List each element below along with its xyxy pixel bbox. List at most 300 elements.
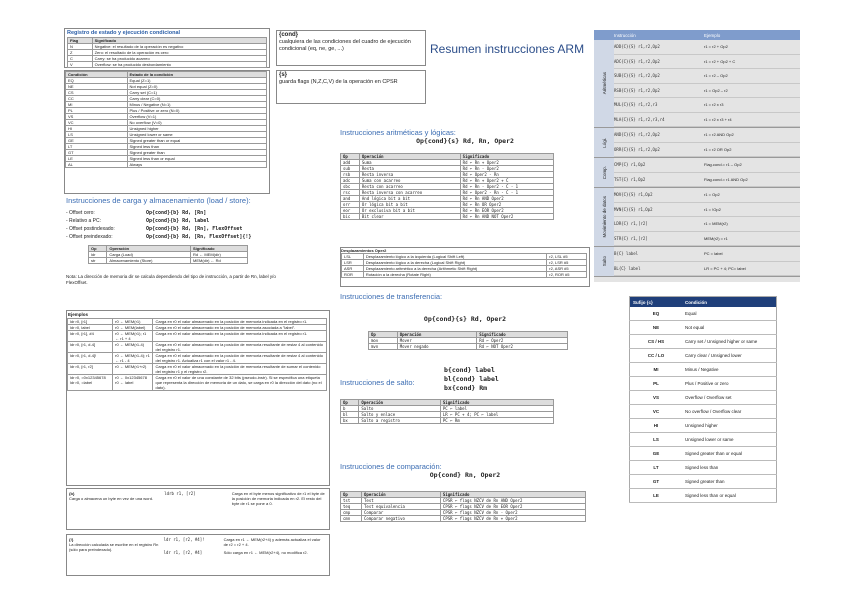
cond-cell: CC — [66, 96, 128, 102]
status-register-box — [64, 28, 270, 68]
cond-cell: HI — [66, 126, 128, 132]
compare-title: Instrucciones de comparación: — [340, 462, 442, 471]
jump-header-2: Significado — [440, 400, 553, 406]
arith-cell: adc — [341, 178, 360, 184]
suffix-row — [630, 349, 777, 363]
instr-group-label-cell — [594, 188, 614, 246]
jump-header-0: Op — [341, 400, 359, 406]
compare-cell: CPSR ← flags NZCV de Rn AND Oper2 — [440, 498, 585, 504]
byte-suffix-code: ldrb r1, [r2] — [164, 491, 196, 496]
cond-cell: No overflow (V=0) — [127, 120, 267, 126]
writeback-suffix-text: La dirección calculada se escribe en el registro Rn (sólo para preindexado). — [69, 542, 159, 552]
arith-cell: add — [341, 160, 360, 166]
addressing-mode-row — [66, 217, 276, 225]
examples-box — [66, 310, 330, 486]
compare-cell: Comparar negativo — [362, 516, 441, 522]
instr-example: PC = label — [704, 251, 723, 257]
oper2-box — [340, 247, 590, 287]
examples-title: Ejemplos — [68, 312, 89, 317]
ls-cell: Almacenamiento (Store) — [107, 258, 191, 264]
cond-box-text: cualquiera de las condiciones del cuadro de ejecución condicional (eq, ne, ge, ...) — [279, 39, 411, 52]
cond-cell: EQ — [66, 78, 128, 84]
compare-cell: Test equivalencia — [362, 504, 441, 510]
arith-title: Instrucciones aritméticas y lógicas: — [340, 128, 456, 137]
arith-cell: And lógica bit a bit — [359, 196, 460, 202]
arith-cell: Bit clear — [359, 214, 460, 220]
instr-syntax: STR{C} r1,[r2] — [614, 235, 648, 241]
suffix-meaning: Minus / Negative — [682, 363, 777, 377]
arith-cell: Rd ← Rn - Oper2 — [460, 166, 553, 172]
compare-cell: CPSR ← flags NZCV de Rn EOR Oper2 — [440, 504, 585, 510]
cond-cell: Signed less than — [127, 144, 267, 150]
transfer-header-2: Significado — [477, 332, 568, 338]
instr-row — [614, 158, 800, 173]
arith-cell: Rd ← Oper2 - Rn - C - 1 — [460, 190, 553, 196]
instr-row — [614, 203, 800, 218]
cond-header-1: Estado de la condición — [127, 72, 267, 78]
suffix-code: VS — [630, 391, 683, 405]
arith-header-2: Significado — [460, 154, 553, 160]
cond-cell: Overflow (V=1) — [127, 114, 267, 120]
cond-cell: LT — [66, 144, 128, 150]
example-cell: ldr r0, [r1, #-4] — [68, 342, 113, 353]
arith-cell: Rd ← Oper2 - Rn — [460, 172, 553, 178]
arith-cell: Suma — [359, 160, 460, 166]
compare-header-2: Significado — [440, 492, 585, 498]
suffix-row — [630, 419, 777, 433]
jump-cell: PC ← label — [440, 406, 553, 412]
load-store-section — [66, 196, 276, 286]
suffix-meaning: Unsigned higher — [682, 419, 777, 433]
instr-example: r1 = MEM(r2) — [704, 221, 728, 227]
instr-syntax: BL{C} label — [614, 265, 641, 271]
ls-header-0: Op — [89, 246, 107, 252]
instr-row — [614, 69, 800, 84]
example-cell: Carga en r0 el valor almacenado en la posición de memoria resultante de restar 4 al contenido del registro r1. — [153, 342, 327, 353]
instr-example: r1 = r2 AND Op2 — [704, 132, 734, 138]
jump-cell: LR ← PC + 4; PC ← label — [440, 412, 553, 418]
suffix-row — [630, 363, 777, 377]
instr-syntax: LDR{C} r1,[r2] — [614, 221, 648, 227]
condition-code-box — [64, 70, 270, 194]
arith-cell: Resta inversa — [359, 172, 460, 178]
jump-cell: PC ← Rm — [440, 418, 553, 424]
jump-syntax-line: bl{cond} label — [444, 375, 499, 383]
cond-cell: NE — [66, 84, 128, 90]
instr-syntax: MUL{C}{S} r1,r2,r3 — [614, 102, 658, 108]
transfer-section — [340, 292, 590, 350]
cond-cell: Signed less than or equal — [127, 156, 267, 162]
status-header-0: Flag — [68, 38, 93, 44]
ls-cell: ldr — [89, 252, 107, 258]
suffix-header-row — [630, 297, 777, 308]
oper2-cell: r2, ASR #5 — [547, 266, 587, 272]
example-row — [68, 364, 327, 375]
transfer-cell: mvn — [369, 344, 398, 350]
oper2-row — [342, 260, 587, 266]
cond-cell: LE — [66, 156, 128, 162]
instr-group-label-cell — [594, 128, 614, 157]
arith-cell: sbc — [341, 184, 360, 190]
instr-example: r1 = r2 – Op2 — [704, 73, 728, 79]
cond-cell: CS — [66, 90, 128, 96]
load-store-note: Nota: La dirección de memoria dir se calcula dependiendo del tipo de instrucción, a partir de Rn, label y/o FlexOffset. — [66, 274, 276, 285]
compare-cell: tst — [341, 498, 362, 504]
instr-example: Flag.cond.= r1 AND Op2 — [704, 176, 748, 182]
compare-header-1: Operación — [362, 492, 441, 498]
jump-row — [341, 418, 554, 424]
status-cell: Overflow: se ha producido desbordamiento — [92, 62, 266, 68]
ls-cell: Rd ← MEM(dir) — [191, 252, 248, 258]
transfer-cell: mov — [369, 338, 398, 344]
example-cell: ldr r0, [r1, r2] — [68, 364, 113, 375]
jump-syntax-line: bx{cond} Rm — [444, 384, 488, 392]
instr-example: r1 = r2 + Op2 + C — [704, 58, 736, 64]
addressing-mode-label: - Offset postindexado: — [66, 226, 115, 232]
jump-cell: b — [341, 406, 359, 412]
oper2-cell: Desplazamiento lógico a la derecha (Logical Shift Right) — [363, 260, 546, 266]
compare-cell: teq — [341, 504, 362, 510]
cond-cell: Minus / Negative (N=1) — [127, 102, 267, 108]
suffix-row — [630, 335, 777, 349]
arith-cell: Or exclusiva bit a bit — [359, 208, 460, 214]
instr-example: r1 = Op2 — [704, 192, 720, 198]
byte-suffix-text: Carga o almacena un byte en vez de una word. — [69, 496, 154, 501]
cond-cell: VC — [66, 120, 128, 126]
jump-syntax-line: b{cond} label — [444, 366, 495, 374]
instr-row — [614, 262, 800, 277]
ls-header-1: Operación — [107, 246, 191, 252]
suffix-code: PL — [630, 377, 683, 391]
jump-section — [340, 366, 590, 424]
suffix-code: VC — [630, 405, 683, 419]
instr-group-label: Salto — [601, 256, 607, 267]
instr-row — [614, 217, 800, 232]
compare-cell: Comparar — [362, 510, 441, 516]
example-row — [68, 353, 327, 364]
suffix-meaning: Unsigned lower or same — [682, 433, 777, 447]
instr-example: r1 = r2 OR Op2 — [704, 146, 732, 152]
status-row — [68, 62, 267, 68]
instr-syntax: CMP{C} r1,Op2 — [614, 162, 646, 168]
instr-row — [614, 128, 800, 143]
example-cell: Carga en r0 el valor almacenado en la posición de memoria indicada en el registro r1. — [153, 331, 327, 342]
suffix-row — [630, 447, 777, 461]
arith-cell: Resta inversa con acarreo — [359, 190, 460, 196]
oper2-cell: LSL — [342, 254, 364, 260]
writeback-desc-1: Carga en r1 ← MEM(r2+4) y además actualiza el valor de r2 = r2 + 4. — [223, 537, 321, 547]
instr-group — [594, 247, 800, 277]
status-cell: Carry: se ha producido acarreo — [92, 56, 266, 62]
suffix-header-1: Condición — [682, 297, 777, 308]
instr-group-label: Lógi. — [601, 137, 607, 148]
oper2-cell: ROR — [342, 272, 364, 278]
jump-table — [340, 399, 554, 424]
instr-example: LR = PC + 4; PC= label — [704, 265, 746, 271]
cond-cell: MI — [66, 102, 128, 108]
example-cell: Carga en r0 el valor de una constante de 32 bits (pseudo-instr). Si se especifica una etiqueta que representa la dirección de memoria de un dato, se carga en r0 la dirección del dato (no el dato). — [153, 375, 327, 391]
suffix-row — [630, 433, 777, 447]
arith-cell: eor — [341, 208, 360, 214]
arith-header-0: Op — [341, 154, 360, 160]
cond-cell: VS — [66, 114, 128, 120]
cond-cell: GT — [66, 150, 128, 156]
instr-syntax: MVN{C}{S} r1,Op2 — [614, 206, 653, 212]
example-cell: ldr r0, [r1, #-4]! — [68, 353, 113, 364]
oper2-cell: LSR — [342, 260, 364, 266]
cond-box-title: {cond} — [279, 32, 299, 38]
suffix-code: LS — [630, 433, 683, 447]
addressing-mode-label: - Offset cero: — [66, 210, 95, 216]
cond-cell: Unsigned higher — [127, 126, 267, 132]
load-store-table — [88, 245, 248, 264]
status-cell: Zero: el resultado de la operación es cero — [92, 50, 266, 56]
example-row — [68, 375, 327, 391]
oper2-cell: r2, LSR #5 — [547, 260, 587, 266]
writeback-code-2: ldr r1, [r2, #4] — [163, 550, 203, 555]
addressing-mode-row — [66, 209, 276, 217]
oper2-cell: Desplazamiento lógico a la izquierda (Logical Shift Left) — [363, 254, 546, 260]
jump-cell: bl — [341, 412, 359, 418]
instr-group-label-cell — [594, 247, 614, 276]
arith-cell: Rd ← Rn OR Oper2 — [460, 202, 553, 208]
oper2-row — [342, 272, 587, 278]
jump-header-1: Operación — [359, 400, 441, 406]
instr-group-label: Movimiento de datos — [601, 196, 607, 238]
s-box-text: guarda flags (N,Z,C,V) de la operación en CPSR — [279, 79, 398, 85]
suffix-code: LE — [630, 489, 683, 503]
byte-suffix-desc: Carga en el byte menos significativo de r1 el byte de la posición de memoria indicada en r2. El resto del byte de r1 se pone a 0. — [231, 491, 325, 506]
instr-syntax: ORR{C}{S} r1,r2,Op2 — [614, 146, 660, 152]
oper2-cell: Rotación a la derecha (Rotate Right) — [363, 272, 546, 278]
instr-syntax: AND{C}{S} r1,r2,Op2 — [614, 132, 660, 138]
arith-row — [341, 214, 554, 220]
cond-box — [276, 30, 426, 66]
suffix-row — [630, 489, 777, 503]
arith-cell: bic — [341, 214, 360, 220]
suffix-row — [630, 391, 777, 405]
suffix-code: MI — [630, 363, 683, 377]
arith-cell: Rd ← Rn + Oper2 — [460, 160, 553, 166]
addressing-mode-row — [66, 225, 276, 233]
instr-example: r1 = r2 + Op2 — [704, 44, 728, 50]
s-box-title: {s} — [279, 72, 288, 78]
example-cell: ldr r0, label — [68, 325, 113, 331]
byte-suffix-title: {b} — [69, 491, 75, 496]
instr-row — [614, 40, 800, 55]
transfer-cell: Mover negado — [397, 344, 477, 350]
example-row — [68, 331, 327, 342]
suffix-code: GE — [630, 447, 683, 461]
arith-cell: Or lógica bit a bit — [359, 202, 460, 208]
cond-cell: Not equal (Z=0) — [127, 84, 267, 90]
instr-header-instruction: Instrucción — [614, 32, 636, 38]
compare-header-0: Op — [341, 492, 362, 498]
suffix-meaning: Equal — [682, 307, 777, 321]
instr-group — [594, 128, 800, 158]
arith-cell: rsb — [341, 172, 360, 178]
instr-example: r1 = r2 x r3 — [704, 102, 724, 108]
instr-group — [594, 188, 800, 247]
example-cell: Carga en r0 el valor almacenado en la posición de memoria indicada en el registro r1. — [153, 319, 327, 325]
suffix-header-0: Sufijo {c} — [630, 297, 683, 308]
example-cell: r0 ← MEM(label) — [113, 325, 153, 331]
instr-group-rows — [614, 247, 800, 276]
oper2-cell: r2, ROR #5 — [547, 272, 587, 278]
cond-cell: PL — [66, 108, 128, 114]
cond-cell: Plus / Positive or zero (N=0) — [127, 108, 267, 114]
cond-row — [66, 162, 267, 168]
arith-cell: Resta con acarreo — [359, 184, 460, 190]
jump-syntax — [444, 366, 499, 393]
status-cell: V — [68, 62, 93, 68]
compare-cell: Test — [362, 498, 441, 504]
status-cell: C — [68, 56, 93, 62]
oper2-title: Desplazamientos Oper2 — [341, 248, 387, 253]
oper2-cell: r2, LSL #5 — [547, 254, 587, 260]
cond-cell: Always — [127, 162, 267, 168]
transfer-header-1: Operación — [397, 332, 477, 338]
status-cell: Z — [68, 50, 93, 56]
instr-row — [614, 247, 800, 262]
suffix-row — [630, 321, 777, 335]
arith-cell: Rd ← Rn AND NOT Oper2 — [460, 214, 553, 220]
arith-cell: orr — [341, 202, 360, 208]
suffix-table-box — [629, 296, 777, 503]
compare-row — [341, 516, 586, 522]
jump-cell: Salto — [359, 406, 441, 412]
suffix-meaning: Carry clear / Unsigned lower — [682, 349, 777, 363]
instr-example: Flag.cond.= r1 – Op2 — [704, 162, 742, 168]
arith-cell: Rd ← Rn EOR Oper2 — [460, 208, 553, 214]
cond-cell: Equal (Z=1) — [127, 78, 267, 84]
oper2-row — [342, 254, 587, 260]
suffix-row — [630, 377, 777, 391]
addressing-mode-label: - Relativo a PC: — [66, 218, 102, 224]
instr-syntax: B{C} label — [614, 251, 639, 257]
cond-cell: Signed greater than — [127, 150, 267, 156]
main-title: Resumen instrucciones ARM — [430, 42, 585, 56]
instr-group — [594, 40, 800, 128]
example-cell: r0 ← 0x12345678 r0 ← label — [113, 375, 153, 391]
oper2-cell: Desplazamiento aritmético a la derecha (Arithmetic Shift Right) — [363, 266, 546, 272]
instr-header-example: Ejemplo — [704, 32, 721, 38]
examples-table — [67, 318, 327, 391]
instr-group-label-cell — [594, 158, 614, 187]
example-cell: r0 ← MEM(r1-4); r1 ← r1 - 4 — [113, 353, 153, 364]
instr-row — [614, 113, 800, 128]
example-cell: ldr r0, [r1], #4 — [68, 331, 113, 342]
arith-header-1: Operación — [359, 154, 460, 160]
example-cell: r0 ← MEM(r1+r2) — [113, 364, 153, 375]
cond-cell: GE — [66, 138, 128, 144]
instr-row — [614, 173, 800, 188]
instr-group-rows — [614, 40, 800, 127]
transfer-title: Instrucciones de transferencia: — [340, 292, 443, 301]
suffix-meaning: Plus / Positive or zero — [682, 377, 777, 391]
instr-group-label: Comp. — [601, 165, 607, 180]
arith-cell: rsc — [341, 190, 360, 196]
status-flag-table — [67, 37, 267, 68]
compare-cell: cmp — [341, 510, 362, 516]
suffix-row — [630, 475, 777, 489]
status-header-1: Significado — [92, 38, 266, 44]
instr-group-rows — [614, 128, 800, 157]
suffix-row — [630, 307, 777, 321]
writeback-code-1: ldr r1, [r2, #4]! — [163, 537, 205, 542]
jump-cell: Salto y enlace — [359, 412, 441, 418]
suffix-code: CC / LO — [630, 349, 683, 363]
transfer-cell: Rd ← NOT Oper2 — [477, 344, 568, 350]
addressing-mode-label: - Offset preindexado: — [66, 234, 113, 240]
suffix-meaning: Signed less than or equal — [682, 489, 777, 503]
instruction-summary-header — [594, 30, 800, 40]
instr-row — [614, 232, 800, 247]
transfer-cell: Mover — [397, 338, 477, 344]
load-store-title: Instrucciones de carga y almacenamiento (load / store): — [66, 196, 251, 205]
suffix-row — [630, 461, 777, 475]
instr-group-label-cell — [594, 40, 614, 127]
suffix-code: GT — [630, 475, 683, 489]
instr-syntax: SUB{C}{S} r1,r2,Op2 — [614, 73, 660, 79]
instr-example: MEM(r2) = r1 — [704, 235, 728, 241]
instr-example: r1 = r2 x r3 + r4 — [704, 116, 732, 122]
suffix-code: EQ — [630, 307, 683, 321]
arith-cell: Rd ← Rn + Oper2 + C — [460, 178, 553, 184]
arith-syntax: Op{cond}{s} Rd, Rn, Oper2 — [416, 137, 514, 145]
suffix-meaning: Overflow / Overflow set — [682, 391, 777, 405]
writeback-suffix-box — [66, 534, 330, 576]
example-cell: ldr r0, [r1] — [68, 319, 113, 325]
jump-cell: Salto a registro — [359, 418, 441, 424]
ls-cell: Carga (Load) — [107, 252, 191, 258]
example-cell: Carga en r0 el valor almacenado en la posición de memoria asociada a "label". — [153, 325, 327, 331]
status-cell: Negative: el resultado de la operación es negativo — [92, 44, 266, 50]
addressing-modes — [66, 209, 276, 241]
compare-cell: CPSR ← flags NZCV de Rn + Oper2 — [440, 516, 585, 522]
example-cell: Carga en r0 el valor almacenado en la posición de memoria resultante de sumar el contenido del registro r1 y el registro r2. — [153, 364, 327, 375]
example-cell: r0 ← MEM(r1); r1 ← r1 + 4 — [113, 331, 153, 342]
suffix-meaning: Signed greater than — [682, 475, 777, 489]
writeback-suffix-title: {!} — [69, 537, 74, 542]
status-cell: N — [68, 44, 93, 50]
arith-cell: sub — [341, 166, 360, 172]
instr-example: r1 = !Op2 — [704, 206, 721, 212]
cond-header-0: Condición — [66, 72, 128, 78]
arith-table — [340, 153, 554, 220]
oper2-row — [342, 266, 587, 272]
cond-cell: Unsigned lower or same — [127, 132, 267, 138]
instr-group-rows — [614, 158, 800, 187]
instr-syntax: MLA{C}{S} r1,r2,r3,r4 — [614, 116, 665, 122]
instr-group-rows — [614, 188, 800, 246]
instr-syntax: TST{C} r1,Op2 — [614, 176, 646, 182]
suffix-code: CS / HS — [630, 335, 683, 349]
oper2-table — [341, 253, 587, 278]
writeback-desc-2: Sólo carga en r1 ← MEM(r2+4), no modifica r2. — [223, 550, 308, 555]
arith-cell: Suma con acarreo — [359, 178, 460, 184]
instr-syntax: RSB{C}{S} r1,r2,Op2 — [614, 87, 660, 93]
compare-cell: CPSR ← flags NZCV de Rn - Oper2 — [440, 510, 585, 516]
suffix-meaning: No overflow / Overflow clear — [682, 405, 777, 419]
transfer-cell: Rd ← Oper2 — [477, 338, 568, 344]
addressing-mode-syntax: Op{cond}{b} Rd, [Rn] — [146, 210, 207, 216]
addressing-mode-syntax: Op{cond}{b} Rd, label — [146, 218, 210, 224]
arith-cell: Rd ← Rn - Oper2 - C - 1 — [460, 184, 553, 190]
jump-cell: bx — [341, 418, 359, 424]
ls-row — [89, 258, 248, 264]
compare-section — [340, 462, 590, 522]
